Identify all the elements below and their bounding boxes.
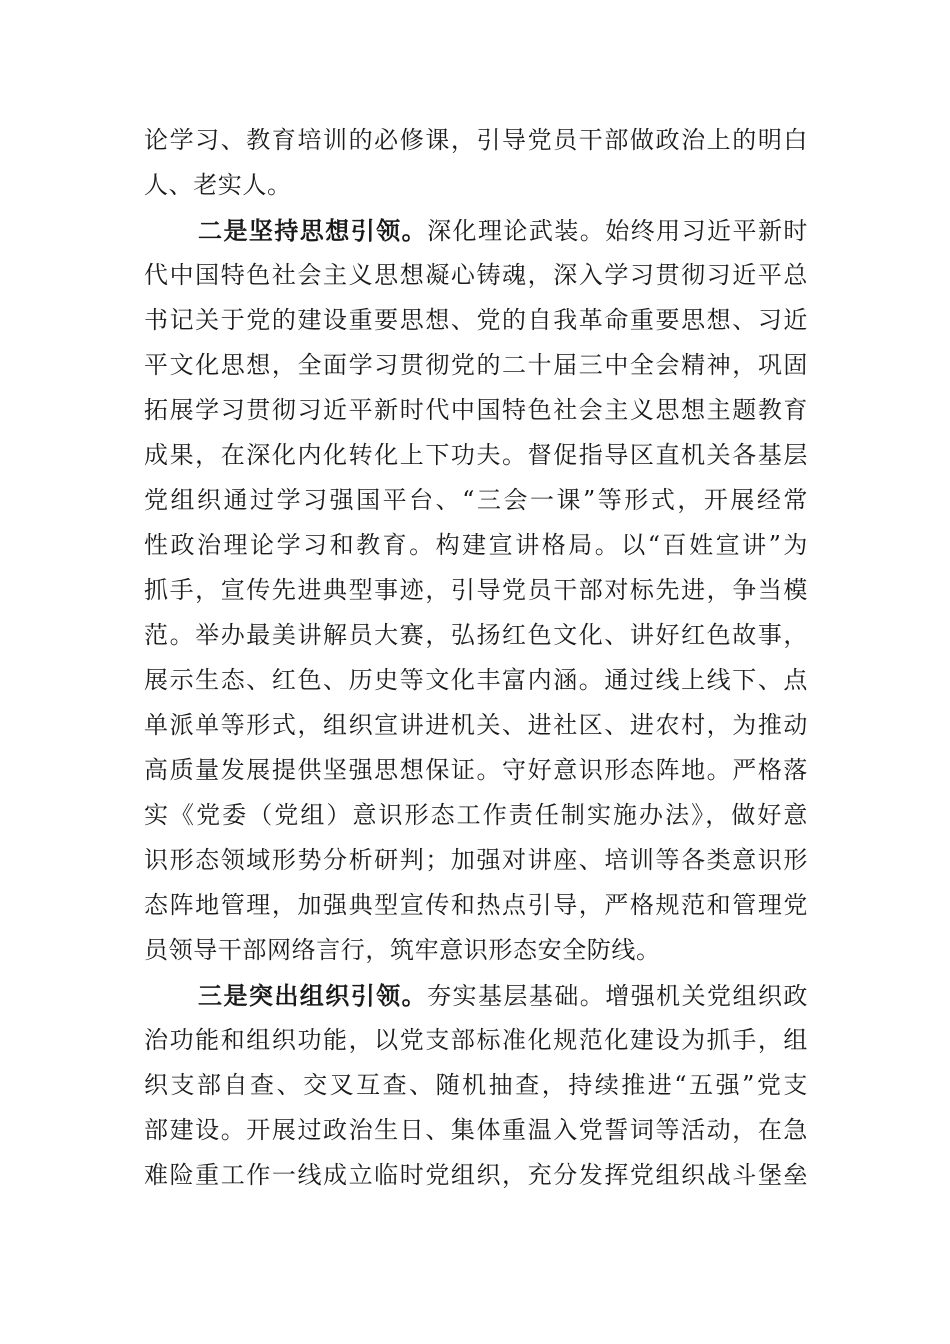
line-text: 代中国特色社会主义思想凝心铸魂，深入学习贯彻习近平总 (144, 261, 808, 289)
line-text: 范。举办最美讲解员大赛，弘扬红色文化、讲好红色故事， (144, 621, 808, 649)
text-line (144, 118, 808, 163)
line-text: 高质量发展提供坚强思想保证。守好意识形态阵地。严格落 (144, 756, 808, 784)
line-text: 党组织通过学习强国平台、“三会一课”等形式，开展经常 (144, 486, 808, 514)
text-line (144, 658, 808, 703)
paragraph-lead-heading: 三是突出组织引领。 (198, 981, 428, 1010)
line-text: 织支部自查、交叉互查、随机抽查，持续推进“五强”党支 (144, 1071, 808, 1099)
line-text: 深化理论武装。始终用习近平新时 (427, 217, 809, 245)
paragraph-lead-heading: 二是坚持思想引领。 (198, 216, 428, 245)
line-text: 单派单等形式，组织宣讲进机关、进社区、进农村，为推动 (144, 711, 808, 739)
text-line (144, 208, 808, 253)
line-text: 论学习、教育培训的必修课，引导党员干部做政治上的明白 (144, 126, 808, 154)
text-line (144, 973, 808, 1018)
text-line (144, 388, 808, 433)
line-text: 性政治理论学习和教育。构建宣讲格局。以“百姓宣讲”为 (144, 531, 808, 559)
text-line (144, 568, 808, 613)
text-line (144, 838, 808, 883)
line-text: 夯实基层基础。增强机关党组织政 (427, 982, 809, 1010)
line-text: 员领导干部网络言行，筑牢意识形态安全防线。 (144, 936, 661, 964)
text-line (144, 433, 808, 478)
text-line (144, 1018, 808, 1063)
text-line (144, 1108, 808, 1153)
text-line (144, 343, 808, 388)
line-text: 抓手，宣传先进典型事迹，引导党员干部对标先进，争当模 (144, 576, 808, 604)
text-line (144, 928, 808, 973)
line-text: 拓展学习贯彻习近平新时代中国特色社会主义思想主题教育 (144, 396, 808, 424)
line-text: 人、老实人。 (144, 171, 292, 199)
text-line (144, 163, 808, 208)
line-text: 识形态领域形势分析研判；加强对讲座、培训等各类意识形 (144, 846, 808, 874)
line-text: 难险重工作一线成立临时党组织，充分发挥党组织战斗堡垒 (144, 1161, 808, 1189)
text-line (144, 478, 808, 523)
line-text: 书记关于党的建设重要思想、党的自我革命重要思想、习近 (144, 306, 808, 334)
line-text: 治功能和组织功能，以党支部标准化规范化建设为抓手，组 (144, 1026, 808, 1054)
text-line (144, 883, 808, 928)
text-line (144, 613, 808, 658)
line-text: 平文化思想，全面学习贯彻党的二十届三中全会精神，巩固 (144, 351, 808, 379)
line-text: 部建设。开展过政治生日、集体重温入党誓词等活动，在急 (144, 1116, 808, 1144)
line-text: 成果，在深化内化转化上下功夫。督促指导区直机关各基层 (144, 441, 808, 469)
text-line (144, 523, 808, 568)
text-line (144, 793, 808, 838)
text-line (144, 703, 808, 748)
line-text: 态阵地管理，加强典型宣传和热点引导，严格规范和管理党 (144, 891, 808, 919)
document-body (144, 118, 808, 1198)
line-text: 实《党委（党组）意识形态工作责任制实施办法》，做好意 (144, 801, 808, 829)
text-line (144, 1063, 808, 1108)
text-line (144, 748, 808, 793)
text-line (144, 298, 808, 343)
line-text: 展示生态、红色、历史等文化丰富内涵。通过线上线下、点 (144, 666, 808, 694)
text-line (144, 1153, 808, 1198)
text-line (144, 253, 808, 298)
